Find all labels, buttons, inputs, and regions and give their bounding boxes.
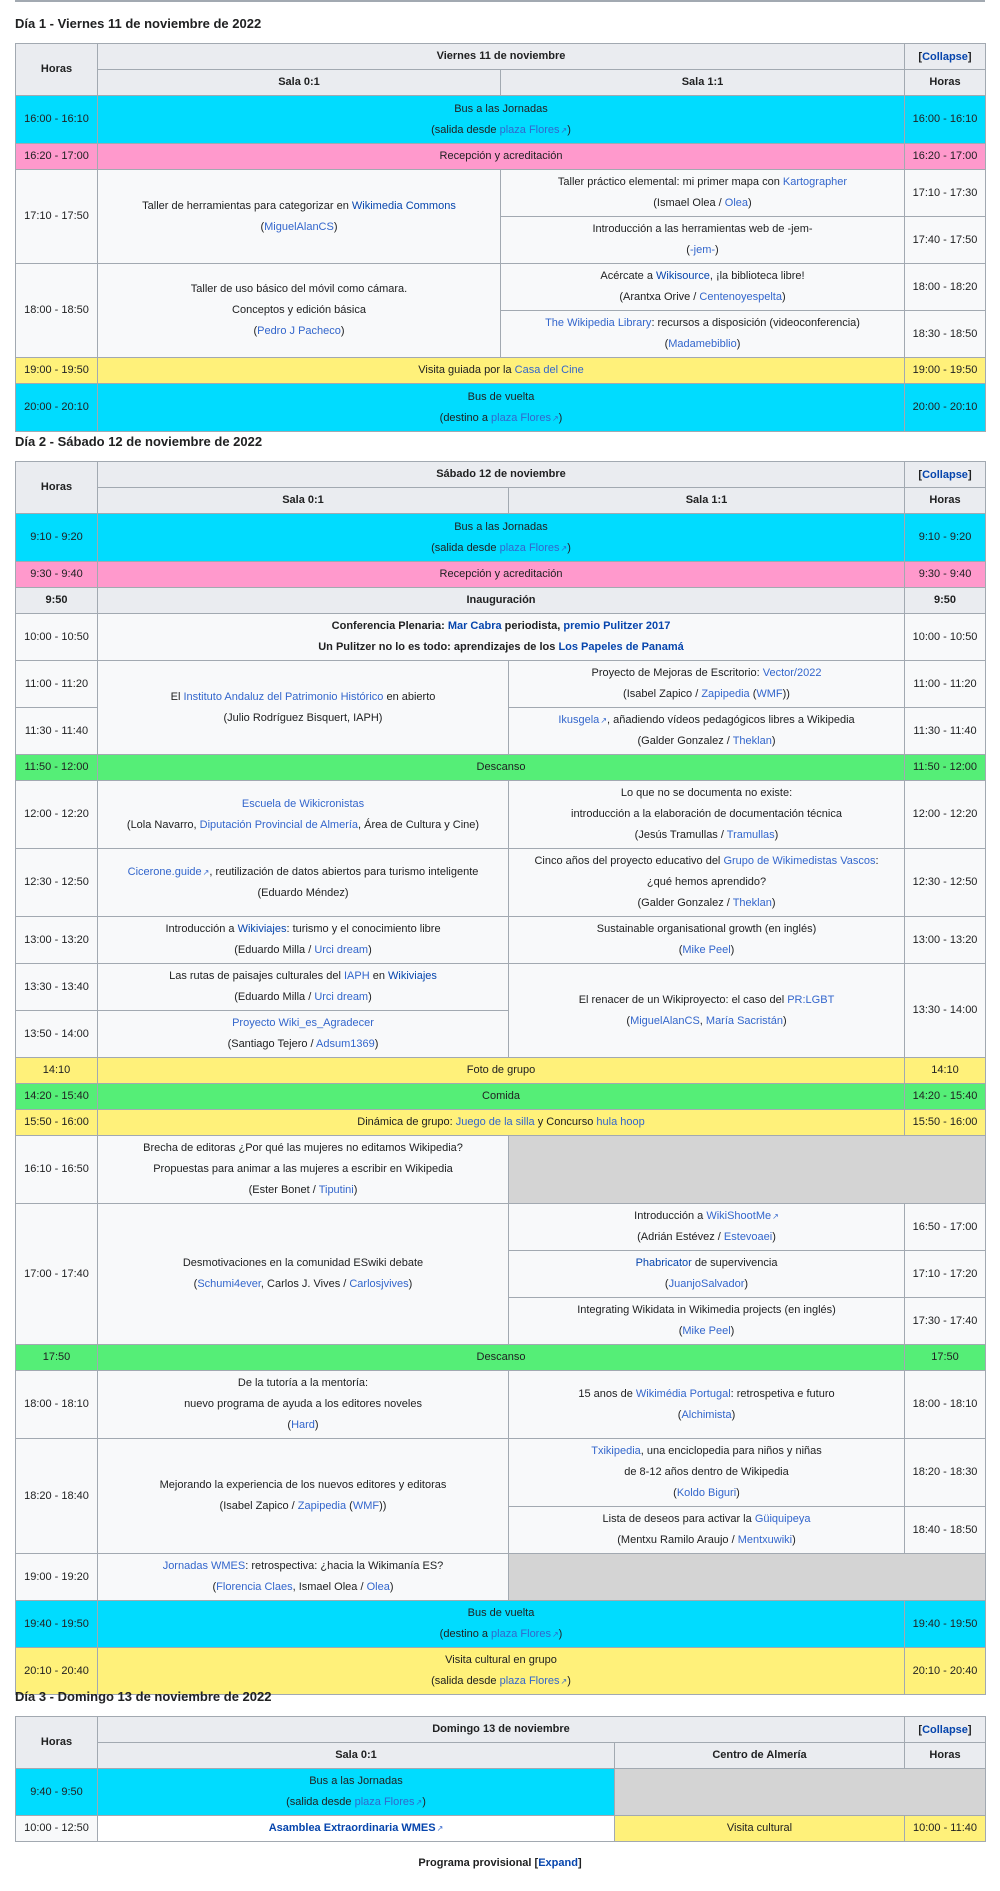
session-cell: Brecha de editoras ¿Por qué las mujeres no editamos Wikipedia? Propuestas para animar a las mujeres a escribir en Wikipedia (Ester Bonet / Tiputini) [98, 1136, 509, 1204]
session-cell: Conferencia Plenaria: Mar Cabra periodista, premio Pulitzer 2017 Un Pulitzer no lo es todo: aprendizajes de los Los Papeles de Panamá [98, 614, 905, 661]
time-cell: 18:00 - 18:50 [16, 264, 98, 358]
user-link[interactable]: Centenoyespelta [699, 291, 782, 303]
time-cell: 17:50 [16, 1345, 98, 1371]
schedule-row [16, 661, 986, 708]
session-cell: Mejorando la experiencia de los nuevos editores y editoras (Isabel Zapico / Zapipedia (WMF)) [98, 1439, 509, 1554]
user-link[interactable]: Tiputini [318, 1184, 354, 1196]
external-link-icon: ↗ [772, 1212, 779, 1221]
time-cell: 10:00 - 11:40 [905, 1816, 986, 1842]
schedule-row [16, 1345, 986, 1371]
session-cell: Recepción y acreditación [98, 562, 905, 588]
time-cell: 9:50 [16, 588, 98, 614]
collapse-toggle: [Collapse] [905, 1717, 986, 1743]
day3-table [15, 1716, 986, 1842]
footer: Programa provisional [Expand] [418, 1857, 582, 1869]
day1-date-header: Viernes 11 de noviembre [98, 44, 905, 70]
session-cell: Bus a las Jornadas (salida desde plaza Flores↗) [98, 1769, 615, 1816]
session-cell: Dinámica de grupo: Juego de la silla y Concurso hula hoop [98, 1110, 905, 1136]
user-link[interactable]: Theklan [732, 735, 772, 747]
time-cell: 10:00 - 10:50 [905, 614, 986, 661]
time-cell: 12:00 - 12:20 [16, 781, 98, 849]
iaph-link[interactable]: IAPH [343, 970, 370, 982]
diputacion-link[interactable]: Diputación Provincial de Almería [199, 818, 359, 831]
user-link[interactable]: Olea [366, 1581, 390, 1593]
day3-date-header: Domingo 13 de noviembre [98, 1717, 905, 1743]
schedule-row [16, 614, 986, 661]
user-link[interactable]: Mike Peel [682, 944, 731, 956]
schedule-row [16, 264, 986, 311]
empty-slot [615, 1769, 986, 1816]
session-cell: Visita cultural en grupo (salida desde plaza Flores↗) [98, 1648, 905, 1695]
pulitzer-link[interactable]: premio Pulitzer 2017 [563, 620, 671, 632]
time-cell: 11:00 - 11:20 [16, 661, 98, 708]
user-link[interactable]: Madamebiblio [668, 338, 737, 350]
time-cell: 14:10 [905, 1058, 986, 1084]
time-cell: 18:20 - 18:40 [16, 1439, 98, 1554]
session-cell: 15 anos de Wikimédia Portugal: retrospetiva e futuro (Alchimista) [509, 1371, 905, 1439]
asamblea-link[interactable]: Asamblea Extraordinaria WMES [268, 1822, 436, 1834]
wikiviajes-link[interactable]: Wikiviajes [388, 970, 437, 982]
session-cell: Desmotivaciones en la comunidad ESwiki debate (Schumi4ever, Carlos J. Vives / Carlosjvives) [98, 1204, 509, 1345]
user-link[interactable]: Adsum1369 [316, 1038, 375, 1050]
session-cell: Jornadas WMES: retrospectiva: ¿hacia la Wikimanía ES? (Florencia Claes, Ismael Olea / Olea) [98, 1554, 509, 1601]
room-header-sala0: Sala 0:1 [98, 70, 501, 96]
wikimedistas-vascos-link[interactable]: Grupo de Wikimedistas Vascos [723, 855, 876, 867]
time-cell: 16:10 - 16:50 [16, 1136, 98, 1204]
user-link[interactable]: Theklan [732, 897, 772, 909]
user-link[interactable]: Pedro J Pacheco [257, 325, 341, 337]
wmf-link[interactable]: WMF [756, 688, 783, 700]
session-cell: Las rutas de paisajes culturales del IAPH en Wikiviajes (Eduardo Milla / Urci dream) [98, 964, 509, 1011]
session-cell: Visita cultural [615, 1816, 905, 1842]
hours-header: Horas [16, 462, 98, 514]
time-cell: 9:10 - 9:20 [905, 514, 986, 562]
schedule-row [16, 96, 986, 144]
time-cell: 20:10 - 20:40 [905, 1648, 986, 1695]
hours-header-right: Horas [905, 70, 986, 96]
session-cell: Visita guiada por la Casa del Cine [98, 358, 905, 384]
external-link-icon: ↗ [415, 1798, 423, 1807]
user-link[interactable]: Alchimista [681, 1408, 732, 1421]
day3-heading: Día 3 - Domingo 13 de noviembre de 2022 [15, 1689, 272, 1704]
time-cell: 17:40 - 17:50 [905, 217, 986, 264]
user-link[interactable]: Urci dream [314, 991, 369, 1003]
session-cell: Bus a las Jornadas (salida desde plaza Flores↗) [98, 96, 905, 144]
external-link-icon: ↗ [600, 716, 608, 725]
session-cell: De la tutoría a la mentoría: nuevo programa de ayuda a los editores noveles (Hard) [98, 1371, 509, 1439]
session-cell: Cinco años del proyecto educativo del Grupo de Wikimedistas Vascos: ¿qué hemos aprendido? (Galder Gonzalez / Theklan) [509, 849, 905, 917]
external-link-icon: ↗ [551, 1630, 559, 1639]
schedule-row [16, 1648, 986, 1695]
collapse-toggle: [Collapse] [905, 44, 986, 70]
hours-header-right: Horas [905, 1743, 986, 1769]
room-header-sala1: Sala 1:1 [501, 70, 905, 96]
plaza-flores-link[interactable]: plaza Flores [491, 411, 551, 424]
time-cell: 13:30 - 14:00 [905, 964, 986, 1058]
session-cell: Integrating Wikidata in Wikimedia projects (en inglés) (Mike Peel) [509, 1298, 905, 1345]
day2-table [15, 461, 986, 1695]
schedule-row [16, 514, 986, 562]
user-link[interactable]: Zapipedia [297, 1500, 347, 1512]
session-cell: Introducción a WikiShootMe↗ (Adrián Estévez / Estevoaei) [509, 1204, 905, 1251]
time-cell: 17:30 - 17:40 [905, 1298, 986, 1345]
time-cell: 19:40 - 19:50 [905, 1601, 986, 1648]
top-rule [15, 0, 985, 2]
session-cell: Recepción y acreditación [98, 144, 905, 170]
hours-header-right: Horas [905, 488, 986, 514]
room-header-sala0: Sala 0:1 [98, 1743, 615, 1769]
iaph-link[interactable]: Instituto Andaluz del Patrimonio Histórico [183, 690, 384, 703]
user-link[interactable]: Zapipedia [701, 688, 750, 700]
time-cell: 20:00 - 20:10 [16, 384, 98, 432]
user-link[interactable]: Urci dream [314, 944, 369, 956]
time-cell: 17:10 - 17:30 [905, 170, 986, 217]
time-cell: 13:00 - 13:20 [16, 917, 98, 964]
session-cell: Txikipedia, una enciclopedia para niños y niñas de 8-12 años dentro de Wikipedia (Koldo Biguri) [509, 1439, 905, 1507]
user-link[interactable]: Mentxuwiki [737, 1534, 793, 1546]
time-cell: 15:50 - 16:00 [905, 1110, 986, 1136]
cicerone-link[interactable]: Cicerone.guide [127, 865, 202, 878]
time-cell: 18:00 - 18:10 [16, 1371, 98, 1439]
time-cell: 17:00 - 17:40 [16, 1204, 98, 1345]
room-header-sala0: Sala 0:1 [98, 488, 509, 514]
session-cell: Acércate a Wikisource, ¡la biblioteca libre! (Arantxa Orive / Centenoyespelta) [501, 264, 905, 311]
time-cell: 18:20 - 18:30 [905, 1439, 986, 1507]
time-cell: 11:00 - 11:20 [905, 661, 986, 708]
time-cell: 9:50 [905, 588, 986, 614]
session-cell: The Wikipedia Library: recursos a disposición (videoconferencia) (Madamebiblio) [501, 311, 905, 358]
session-cell: Taller práctico elemental: mi primer mapa con Kartographer (Ismael Olea / Olea) [501, 170, 905, 217]
time-cell: 11:30 - 11:40 [16, 708, 98, 755]
time-cell: 15:50 - 16:00 [16, 1110, 98, 1136]
phabricator-link[interactable]: Phabricator [635, 1257, 692, 1269]
schedule-row [16, 1439, 986, 1507]
user-link[interactable]: Mike Peel [682, 1325, 731, 1337]
plaza-flores-link[interactable]: plaza Flores [354, 1796, 415, 1808]
schedule-row [16, 1204, 986, 1251]
time-cell: 12:30 - 12:50 [16, 849, 98, 917]
empty-slot [509, 1136, 986, 1204]
collapse-link[interactable]: Collapse [922, 468, 968, 481]
time-cell: 10:00 - 10:50 [16, 614, 98, 661]
day1-heading: Día 1 - Viernes 11 de noviembre de 2022 [15, 16, 262, 31]
user-link[interactable]: JuanjoSalvador [668, 1278, 745, 1290]
session-cell: El Instituto Andaluz del Patrimonio Histórico en abierto (Julio Rodríguez Bisquert, IAPH) [98, 661, 509, 755]
time-cell: 20:10 - 20:40 [16, 1648, 98, 1695]
time-cell: 19:00 - 19:50 [905, 358, 986, 384]
session-cell: Proyecto de Mejoras de Escritorio: Vector/2022 (Isabel Zapico / Zapipedia (WMF)) [509, 661, 905, 708]
time-cell: 13:30 - 13:40 [16, 964, 98, 1011]
session-cell: Foto de grupo [98, 1058, 905, 1084]
time-cell: 16:20 - 17:00 [905, 144, 986, 170]
external-link-icon: ↗ [560, 1677, 568, 1686]
external-link-icon: ↗ [551, 413, 559, 423]
wmf-link[interactable]: WMF [352, 1500, 380, 1512]
time-cell: 9:10 - 9:20 [16, 514, 98, 562]
plaza-flores-link[interactable]: plaza Flores [499, 1675, 560, 1687]
wikipedia-library-link[interactable]: The Wikipedia Library [545, 317, 652, 329]
time-cell: 16:50 - 17:00 [905, 1204, 986, 1251]
day2-heading: Día 2 - Sábado 12 de noviembre de 2022 [15, 434, 263, 449]
session-cell: Ikusgela↗, añadiendo vídeos pedagógicos libres a Wikipedia (Galder Gonzalez / Theklan) [509, 708, 905, 755]
vector-link[interactable]: Vector/2022 [762, 667, 822, 679]
time-cell: 10:00 - 12:50 [16, 1816, 98, 1842]
room-header-sala1: Sala 1:1 [509, 488, 905, 514]
session-cell: Phabricator de supervivencia (JuanjoSalvador) [509, 1251, 905, 1298]
kartographer-link[interactable]: Kartographer [782, 176, 848, 188]
wiki-es-agradecer-link[interactable]: Proyecto Wiki_es_Agradecer [232, 1017, 374, 1029]
user-link[interactable]: Tramullas [726, 829, 775, 841]
time-cell: 20:00 - 20:10 [905, 384, 986, 432]
schedule-row [16, 1084, 986, 1110]
schedule-row [16, 384, 986, 432]
schedule-row [16, 1058, 986, 1084]
user-link[interactable]: Hard [291, 1419, 315, 1431]
time-cell: 17:50 [905, 1345, 986, 1371]
time-cell: 11:50 - 12:00 [16, 755, 98, 781]
session-cell [98, 1816, 615, 1842]
schedule-row [16, 849, 986, 917]
external-link-icon: ↗ [436, 1824, 444, 1833]
wikisource-link[interactable]: Wikisource [656, 270, 710, 282]
session-cell: Bus de vuelta (destino a plaza Flores↗) [98, 1601, 905, 1648]
schedule-row [16, 1136, 986, 1204]
juego-silla-link[interactable]: Juego de la silla [455, 1116, 535, 1128]
session-cell: Introducción a las herramientas web de -jem- (-jem-) [501, 217, 905, 264]
casa-del-cine-link[interactable]: Casa del Cine [514, 364, 584, 376]
session-cell: Taller de herramientas para categorizar en Wikimedia Commons (MiguelAlanCS) [98, 170, 501, 264]
user-link[interactable]: Olea [724, 197, 749, 209]
speaker-link[interactable]: Mar Cabra [447, 620, 502, 632]
time-cell: 19:40 - 19:50 [16, 1601, 98, 1648]
schedule-row [16, 1371, 986, 1439]
hula-hoop-link[interactable]: hula hoop [596, 1116, 645, 1128]
time-cell: 14:20 - 15:40 [905, 1084, 986, 1110]
time-cell: 19:00 - 19:20 [16, 1554, 98, 1601]
day1-table [15, 43, 986, 432]
schedule-row [16, 781, 986, 849]
ikusgela-link[interactable]: Ikusgela [558, 714, 600, 726]
session-cell: Bus a las Jornadas (salida desde plaza Flores↗) [98, 514, 905, 562]
collapse-link[interactable]: Collapse [922, 50, 968, 63]
session-cell: Descanso [98, 1345, 905, 1371]
time-cell: 17:10 - 17:20 [905, 1251, 986, 1298]
external-link-icon: ↗ [560, 125, 568, 135]
user-link[interactable]: Koldo Biguri [676, 1487, 737, 1499]
guiquipeya-link[interactable]: Güiquipeya [754, 1513, 811, 1525]
wikishootme-link[interactable]: WikiShootMe [706, 1210, 772, 1222]
plaza-flores-link[interactable]: plaza Flores [499, 123, 560, 136]
wikimedia-portugal-link[interactable]: Wikimédia Portugal [635, 1387, 731, 1400]
user-link[interactable]: MiguelAlanCS [630, 1014, 700, 1027]
external-link-icon: ↗ [560, 543, 568, 553]
user-link[interactable]: Carlosjvives [349, 1278, 409, 1290]
wikicronistas-link[interactable]: Escuela de Wikicronistas [241, 797, 365, 810]
schedule-row [16, 964, 986, 1011]
schedule-row [16, 144, 986, 170]
time-cell: 19:00 - 19:50 [16, 358, 98, 384]
schedule-row [16, 917, 986, 964]
session-cell: Bus de vuelta (destino a plaza Flores↗) [98, 384, 905, 432]
time-cell: 9:40 - 9:50 [16, 1769, 98, 1816]
schedule-row [16, 1816, 986, 1842]
user-link[interactable]: -jem- [689, 244, 716, 256]
schedule-row [16, 1110, 986, 1136]
schedule-row [16, 1554, 986, 1601]
schedule-row [16, 755, 986, 781]
schedule-row [16, 562, 986, 588]
session-cell: Proyecto Wiki_es_Agradecer (Santiago Tejero / Adsum1369) [98, 1011, 509, 1058]
session-cell: Sustainable organisational growth (en inglés) (Mike Peel) [509, 917, 905, 964]
time-cell: 18:00 - 18:10 [905, 1371, 986, 1439]
jornadas-wmes-link[interactable]: Jornadas WMES [162, 1560, 246, 1572]
schedule-row [16, 588, 986, 614]
session-cell: Escuela de Wikicronistas (Lola Navarro, Diputación Provincial de Almería, Área de Cultura y Cine) [98, 781, 509, 849]
time-cell: 18:40 - 18:50 [905, 1507, 986, 1554]
time-cell: 11:30 - 11:40 [905, 708, 986, 755]
day2-date-header: Sábado 12 de noviembre [98, 462, 905, 488]
session-cell: Cicerone.guide↗, reutilización de datos abiertos para turismo inteligente (Eduardo Méndez) [98, 849, 509, 917]
user-link[interactable]: Florencia Claes [216, 1581, 293, 1593]
session-cell: Lista de deseos para activar la Güiquipeya (Mentxu Ramilo Araujo / Mentxuwiki) [509, 1507, 905, 1554]
user-link[interactable]: MiguelAlanCS [264, 220, 334, 233]
time-cell: 16:20 - 17:00 [16, 144, 98, 170]
pr-lgbt-link[interactable]: PR:LGBT [787, 993, 835, 1006]
time-cell: 16:00 - 16:10 [16, 96, 98, 144]
time-cell: 16:00 - 16:10 [905, 96, 986, 144]
schedule-row [16, 358, 986, 384]
time-cell: 9:30 - 9:40 [16, 562, 98, 588]
user-link[interactable]: Schumi4ever [197, 1278, 261, 1290]
time-cell: 14:10 [16, 1058, 98, 1084]
time-cell: 14:20 - 15:40 [16, 1084, 98, 1110]
session-cell: Introducción a Wikiviajes: turismo y el conocimiento libre (Eduardo Milla / Urci dream) [98, 917, 509, 964]
time-cell: 12:30 - 12:50 [905, 849, 986, 917]
panama-papers-link[interactable]: Los Papeles de Panamá [558, 641, 684, 653]
session-cell: El renacer de un Wikiproyecto: el caso del PR:LGBT (MiguelAlanCS, María Sacristán) [509, 964, 905, 1058]
room-header-centro: Centro de Almería [615, 1743, 905, 1769]
txikipedia-link[interactable]: Txikipedia [591, 1445, 641, 1457]
session-cell: Taller de uso básico del móvil como cámara. Conceptos y edición básica (Pedro J Pacheco) [98, 264, 501, 358]
schedule-row [16, 1769, 986, 1816]
session-cell: Comida [98, 1084, 905, 1110]
time-cell: 17:10 - 17:50 [16, 170, 98, 264]
external-link-icon: ↗ [202, 867, 210, 877]
user-link[interactable]: Estevoaei [723, 1231, 773, 1243]
schedule-row [16, 1601, 986, 1648]
hours-header: Horas [16, 44, 98, 96]
plaza-flores-link[interactable]: plaza Flores [491, 1628, 551, 1640]
time-cell: 9:30 - 9:40 [905, 562, 986, 588]
session-cell: Descanso [98, 755, 905, 781]
expand-link[interactable]: Expand [538, 1857, 578, 1869]
hours-header: Horas [16, 1717, 98, 1769]
time-cell: 11:50 - 12:00 [905, 755, 986, 781]
empty-slot [509, 1554, 986, 1601]
session-cell: Lo que no se documenta no existe: introducción a la elaboración de documentación técnica (Jesús Tramullas / Tramullas) [509, 781, 905, 849]
collapse-link[interactable]: Collapse [922, 1723, 968, 1736]
user-link[interactable]: María Sacristán [705, 1014, 783, 1027]
time-cell: 13:50 - 14:00 [16, 1011, 98, 1058]
plaza-flores-link[interactable]: plaza Flores [499, 541, 560, 554]
wikiviajes-link[interactable]: Wikiviajes [237, 923, 287, 935]
time-cell: 13:00 - 13:20 [905, 917, 986, 964]
wikimedia-commons-link[interactable]: Wikimedia Commons [351, 199, 456, 212]
schedule-row [16, 170, 986, 217]
session-cell: Inauguración [98, 588, 905, 614]
time-cell: 18:00 - 18:20 [905, 264, 986, 311]
time-cell: 12:00 - 12:20 [905, 781, 986, 849]
time-cell: 18:30 - 18:50 [905, 311, 986, 358]
collapse-toggle: [Collapse] [905, 462, 986, 488]
